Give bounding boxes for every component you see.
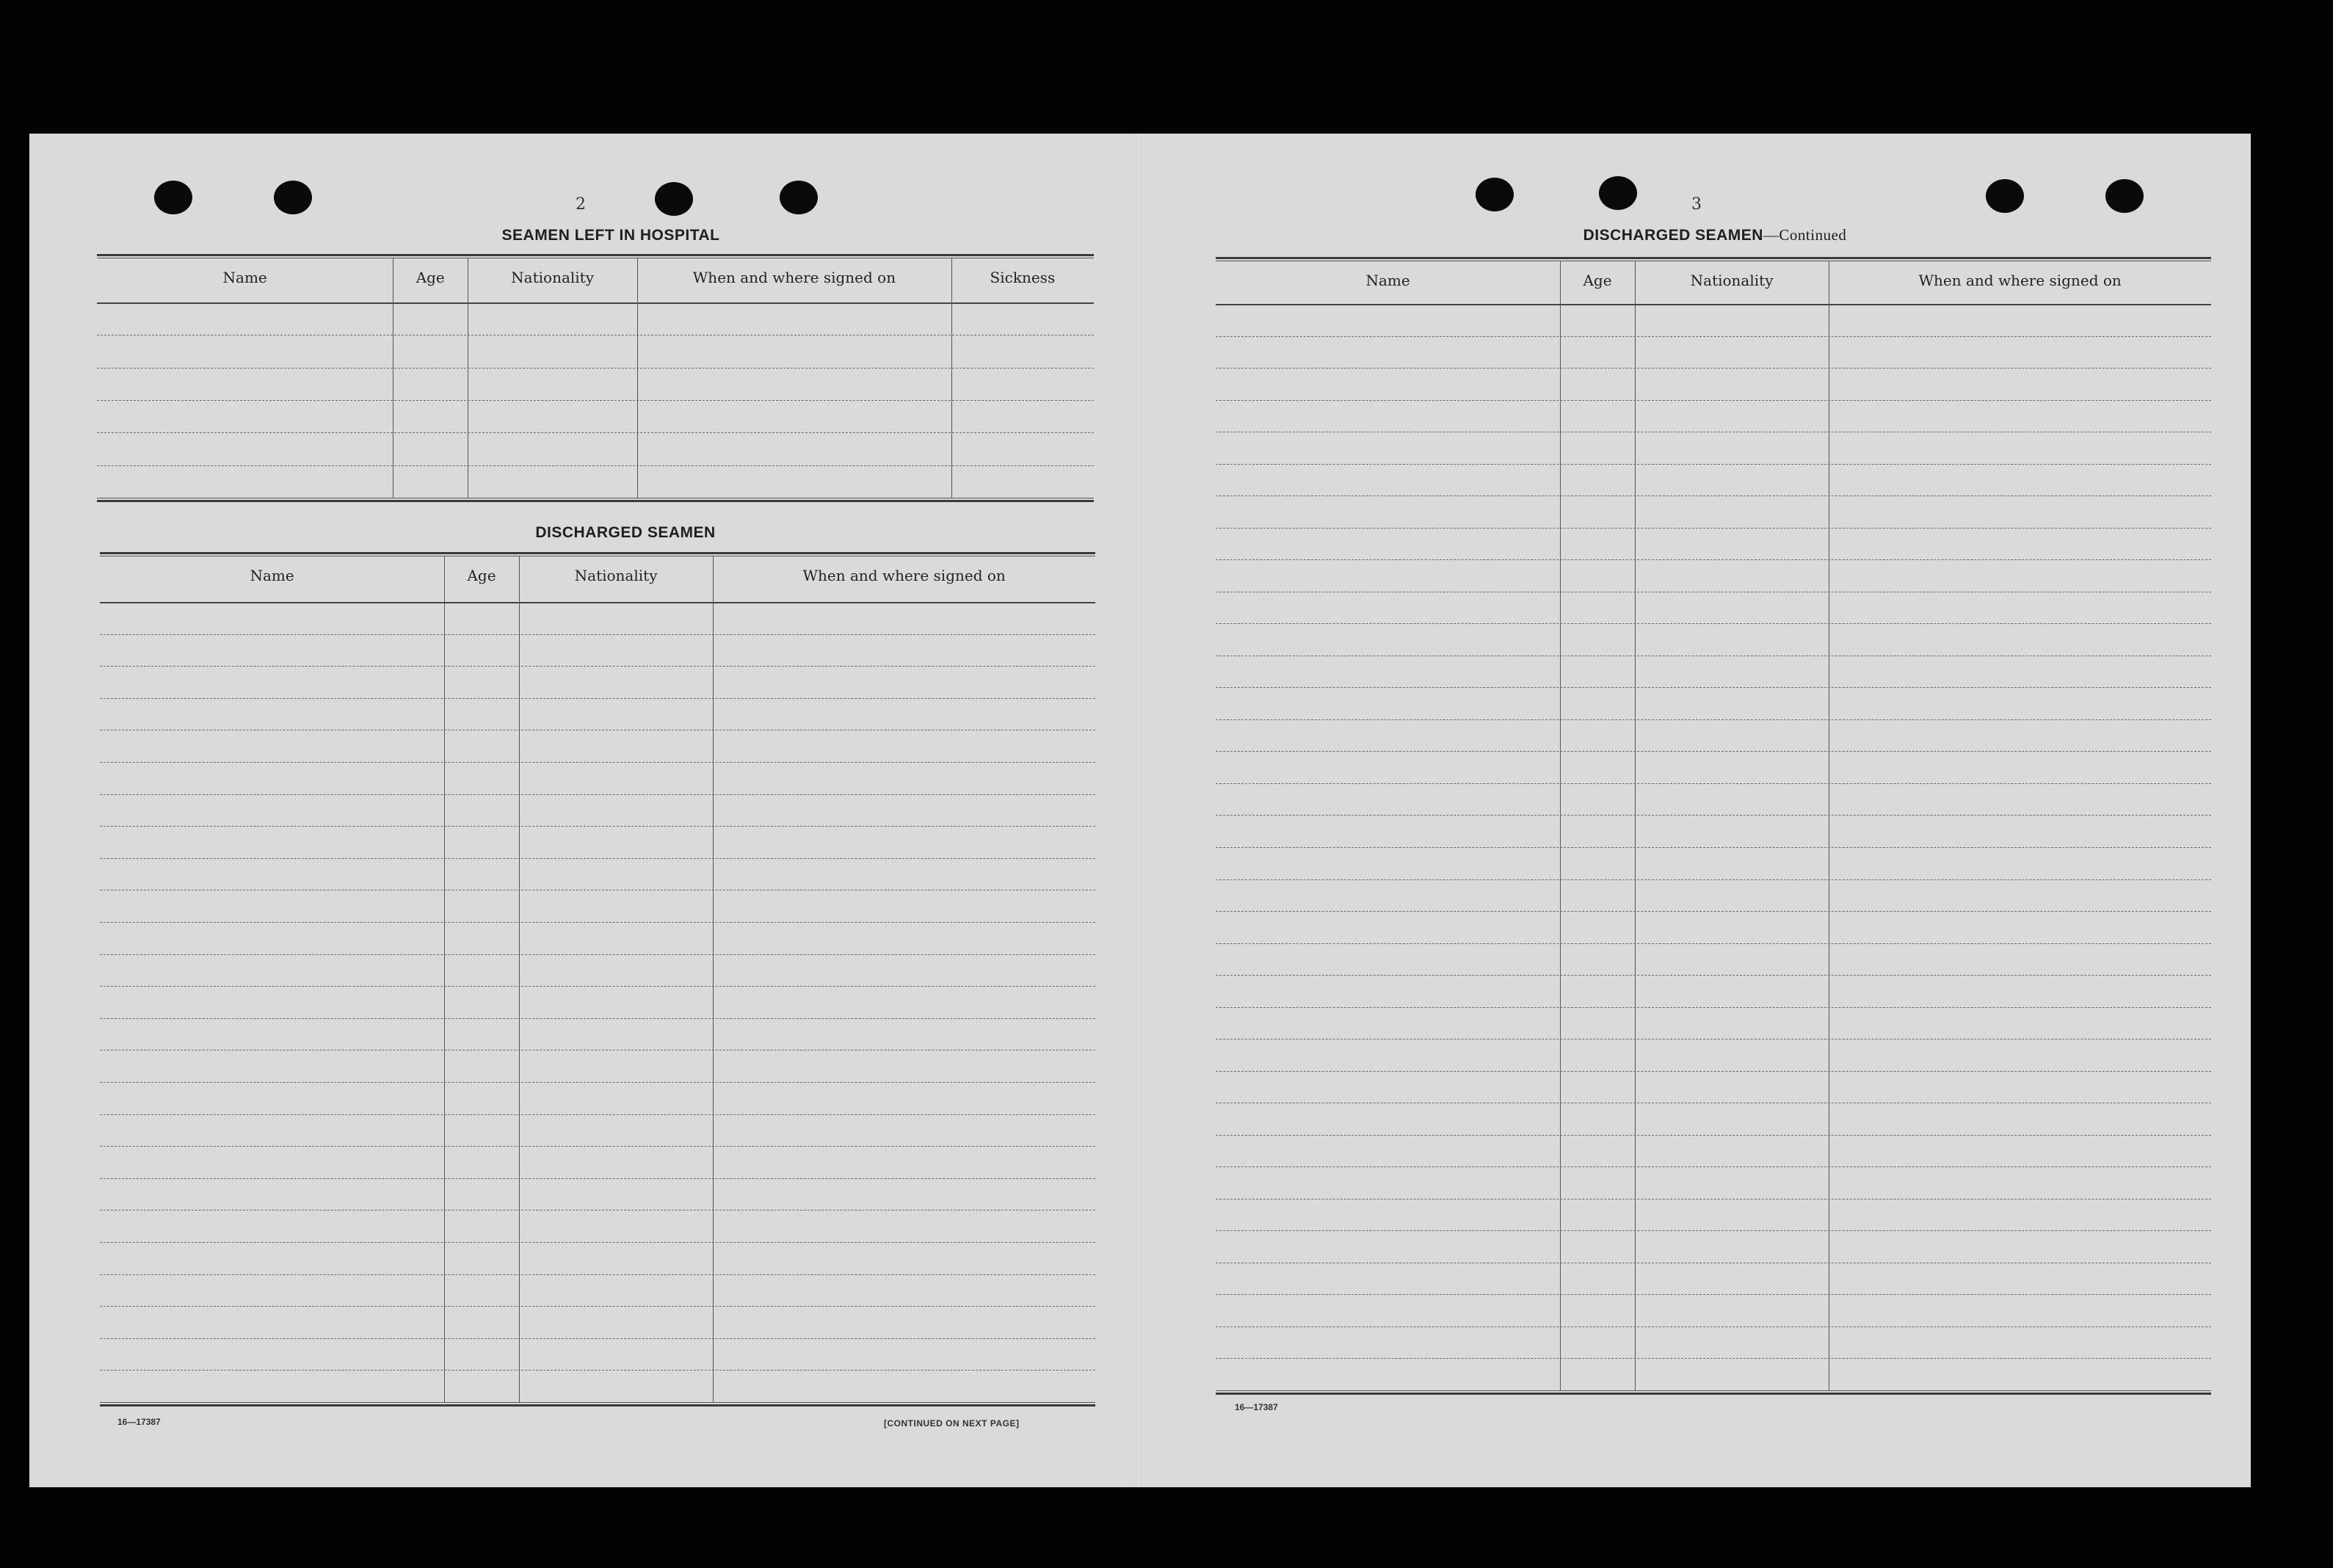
column-header: When and where signed on (1918, 272, 2122, 289)
table-row (1216, 368, 2211, 369)
table-row (100, 762, 1095, 763)
table-row (100, 858, 1095, 859)
punch-hole (1599, 176, 1637, 210)
table-row (1216, 751, 2211, 752)
table-row (97, 368, 1094, 369)
table-row (1216, 559, 2211, 560)
header-rule (97, 302, 1094, 304)
table-row (97, 465, 1094, 466)
discharged-continued-title (1465, 226, 1964, 244)
table-row (1216, 815, 2211, 816)
table-row (100, 634, 1095, 635)
table-row (100, 1306, 1095, 1307)
column-header: Nationality (511, 269, 595, 286)
table-row (100, 954, 1095, 955)
table-row (1216, 528, 2211, 529)
table-row (100, 826, 1095, 827)
table-bottom-rule (100, 1402, 1095, 1407)
table-row (1216, 1230, 2211, 1231)
table-row (1216, 911, 2211, 912)
page-number-right: 3 (1691, 195, 1702, 214)
punch-hole (655, 182, 693, 216)
hospital-table (97, 254, 1094, 502)
punch-hole (1986, 179, 2024, 213)
table-row (100, 1018, 1095, 1019)
table-row (100, 1274, 1095, 1275)
column-header: When and where signed on (802, 567, 1006, 584)
continued-suffix: —Continued (1763, 226, 1847, 244)
table-row (100, 986, 1095, 987)
table-row (100, 1210, 1095, 1211)
table-row (100, 1242, 1095, 1243)
table-row (1216, 1007, 2211, 1008)
page-spine (1136, 134, 1141, 1487)
column-header: Sickness (990, 269, 1056, 286)
hospital-section-title: SEAMEN LEFT IN HOSPITAL (501, 227, 720, 244)
table-row (1216, 879, 2211, 880)
column-header: Name (250, 567, 294, 584)
header-rule (100, 602, 1095, 603)
table-row (1216, 1326, 2211, 1327)
table-row (100, 1370, 1095, 1371)
form-number-right: 16—17387 (1235, 1402, 1278, 1412)
table-row (100, 1146, 1095, 1147)
punch-hole (154, 181, 192, 214)
table-row (1216, 783, 2211, 784)
column-header: Nationality (574, 567, 658, 584)
header-rule (1216, 304, 2211, 305)
discharged-table-right (1216, 257, 2211, 1395)
table-row (1216, 464, 2211, 465)
page-number-left: 2 (576, 195, 586, 214)
table-row (1216, 1358, 2211, 1359)
table-row (1216, 719, 2211, 720)
column-header: Nationality (1690, 272, 1774, 289)
table-row (100, 1114, 1095, 1115)
table-bottom-rule (97, 498, 1094, 502)
table-row (1216, 1294, 2211, 1295)
column-header: Age (1583, 272, 1612, 289)
column-header: Name (1365, 272, 1410, 289)
table-row (1216, 687, 2211, 688)
column-divider (519, 556, 520, 1402)
discharged-table-left (100, 552, 1095, 1407)
table-row (1216, 1071, 2211, 1072)
discharged-section-title: DISCHARGED SEAMEN (535, 524, 716, 541)
table-top-rule (1216, 257, 2211, 261)
column-header: Age (416, 269, 445, 286)
document-spread (29, 134, 2251, 1487)
table-row (100, 1178, 1095, 1179)
column-divider (444, 556, 445, 1402)
punch-hole (780, 181, 818, 214)
table-row (97, 400, 1094, 401)
discharged-continued-title-main: DISCHARGED SEAMEN (1583, 227, 1763, 244)
table-row (1216, 623, 2211, 624)
table-row (97, 432, 1094, 433)
table-row (100, 698, 1095, 699)
punch-hole (2105, 179, 2144, 213)
table-top-rule (97, 254, 1094, 258)
column-header: Name (222, 269, 267, 286)
table-row (1216, 336, 2211, 337)
table-row (100, 922, 1095, 923)
table-row (1216, 400, 2211, 401)
column-divider (951, 258, 952, 498)
table-row (100, 1082, 1095, 1083)
column-divider (1560, 261, 1561, 1390)
column-header: When and where signed on (692, 269, 896, 286)
table-bottom-rule (1216, 1390, 2211, 1395)
table-row (100, 666, 1095, 667)
punch-hole (274, 181, 312, 214)
table-row (1216, 943, 2211, 944)
column-divider (1635, 261, 1636, 1390)
table-row (1216, 1135, 2211, 1136)
column-divider (713, 556, 714, 1402)
table-row (100, 794, 1095, 795)
table-row (100, 1338, 1095, 1339)
table-row (1216, 847, 2211, 848)
punch-hole (1476, 178, 1514, 211)
continued-note: [CONTINUED ON NEXT PAGE] (884, 1418, 1020, 1429)
column-header: Age (467, 567, 496, 584)
table-top-rule (100, 552, 1095, 556)
table-row (1216, 975, 2211, 976)
table-row (1216, 1166, 2211, 1167)
form-number-left: 16—17387 (117, 1417, 161, 1427)
column-divider (637, 258, 638, 498)
